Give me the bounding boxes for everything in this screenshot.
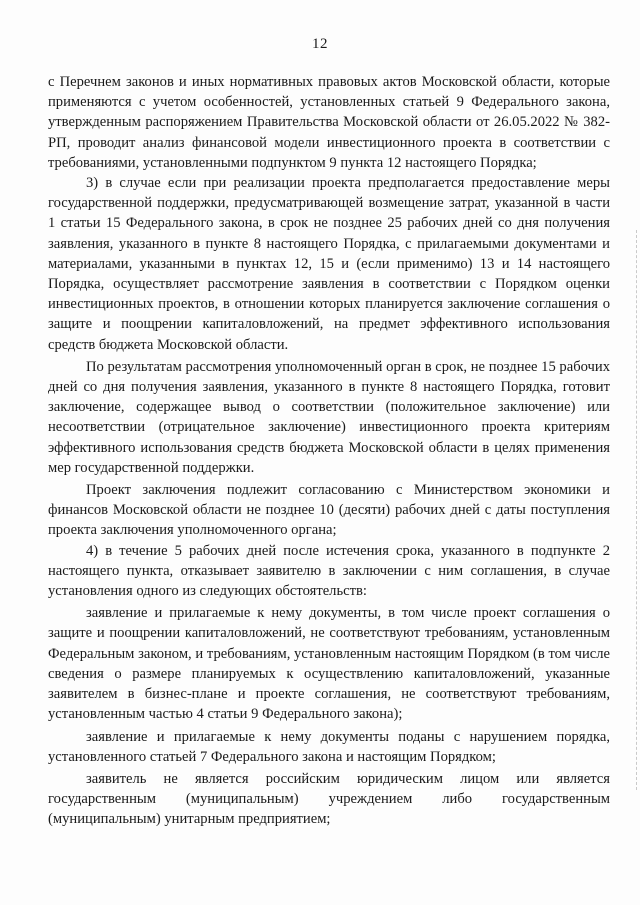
paragraph-item-3: 3) в случае если при реализации проекта предполагается предоставление меры государственной поддержки, предусматривающей возмещение затрат, указанной в части 1 статьи 15 Федерального закона, в срок не позднее 25 рабочих дней со дня получения заявления, указанного в пункте 8 настоящего Порядка, с прилагаемыми документами и материалами, указанными в пунктах 12, 15 и (если применимо) 13 и 14 настоящего Порядка, осуществляет рассмотрение заявления в соответствии с Порядком оценки инвестиционных проектов, в отношении которых планируется заключение соглашения о защите и поощрении капиталовложений, на предмет эффективного использования средств бюджета Московской области. [48,175,610,353]
paragraph-item-4: 4) в течение 5 рабочих дней после истечения срока, указанного в подпункте 2 настоящего пункта, отказывает заявителю в заключении с ним соглашения, в случае установления одного из следующих обстоятельств: [48,542,610,600]
paragraph-review-results: По результатам рассмотрения уполномоченный орган в срок, не позднее 15 рабочих дней со дня получения заявления, указанного в пункте 8 настоящего Порядка, готовит заключение, содержащее вывод о соответствии (положительное заключение) или несоответствии (отрицательное заключение) инвестиционного проекта критериям эффективного использования средств бюджета Московской области в целях применения мер государственной поддержки. [48,358,610,476]
paragraph-condition-applicant: заявитель не является российским юридическим лицом или является государственным (муниципальным) учреждением либо государственным (муниципальным) унитарным предприятием; [48,770,610,828]
scan-edge-line [635,230,637,790]
page-number: 12 [312,36,328,52]
paragraph-continuation: с Перечнем законов и иных нормативных правовых актов Московской области, которые применяются с учетом особенностей, установленных статьей 9 Федерального закона, утвержденным распоряжением Правительства Московской области от 26.05.2022 № 382-РП, проводит анализ финансовой модели инвестиционного проекта в соответствии с требованиями, установленными подпунктом 9 пункта 12 настоящего Порядка; [48,74,610,171]
paragraph-condition-procedure: заявление и прилагаемые к нему документы поданы с нарушением порядка, установленного статьей 7 Федерального закона и настоящим Порядком; [48,728,610,765]
paragraph-condition-documents: заявление и прилагаемые к нему документы, в том числе проект соглашения о защите и поощрении капиталовложений, не соответствуют требованиям, установленным Федеральным законом, и требованиям, установленным настоящим Порядком (в том числе сведения о размере планируемых к осуществлению капиталовложений, указанные заявителем в бизнес-плане и проекте соглашения, не соответствуют требованиям, установленным частью 4 статьи 9 Федерального закона); [48,605,610,723]
document-body [48,72,610,830]
paragraph-approval: Проект заключения подлежит согласованию с Министерством экономики и финансов Московской области не позднее 10 (десяти) рабочих дней с даты поступления проекта заключения уполномоченного органа; [48,482,610,539]
